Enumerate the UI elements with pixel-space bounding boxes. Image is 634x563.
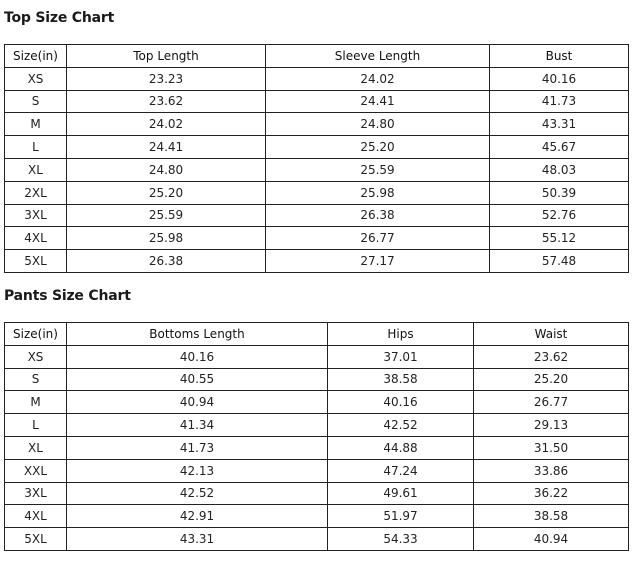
measurement-cell: 40.94 (67, 391, 328, 414)
measurement-cell: 40.55 (67, 368, 328, 391)
size-cell: L (5, 136, 67, 159)
measurement-cell: 31.50 (474, 436, 629, 459)
size-cell: 4XL (5, 505, 67, 528)
measurement-cell: 26.77 (266, 227, 490, 250)
measurement-cell: 27.17 (266, 250, 490, 273)
measurement-cell: 42.52 (67, 482, 328, 505)
measurement-cell: 48.03 (490, 158, 629, 181)
table-header-row (5, 323, 629, 346)
measurement-cell: 40.16 (67, 345, 328, 368)
column-header-size: Size(in) (5, 323, 67, 346)
size-cell: XXL (5, 459, 67, 482)
measurement-cell: 26.38 (266, 204, 490, 227)
measurement-cell: 43.31 (67, 528, 328, 551)
table-row (5, 345, 629, 368)
size-cell: L (5, 414, 67, 437)
measurement-cell: 26.77 (474, 391, 629, 414)
size-cell: S (5, 90, 67, 113)
measurement-cell: 24.02 (266, 67, 490, 90)
measurement-cell: 41.73 (67, 436, 328, 459)
measurement-cell: 25.20 (67, 181, 266, 204)
table-row (5, 436, 629, 459)
measurement-cell: 43.31 (490, 113, 629, 136)
table-row (5, 414, 629, 437)
table-row (5, 505, 629, 528)
measurement-cell: 25.98 (266, 181, 490, 204)
measurement-cell: 54.33 (328, 528, 474, 551)
size-cell: 5XL (5, 250, 67, 273)
column-header-hips: Hips (328, 323, 474, 346)
measurement-cell: 33.86 (474, 459, 629, 482)
table-row (5, 459, 629, 482)
measurement-cell: 44.88 (328, 436, 474, 459)
table-row (5, 250, 629, 273)
size-cell: 3XL (5, 482, 67, 505)
measurement-cell: 25.59 (67, 204, 266, 227)
table-row (5, 227, 629, 250)
column-header-waist: Waist (474, 323, 629, 346)
measurement-cell: 42.52 (328, 414, 474, 437)
column-header-bust: Bust (490, 45, 629, 68)
pants-size-chart-title: Pants Size Chart (4, 288, 131, 304)
measurement-cell: 57.48 (490, 250, 629, 273)
size-cell: 2XL (5, 181, 67, 204)
table-row (5, 368, 629, 391)
top-size-chart-title: Top Size Chart (4, 10, 115, 26)
size-cell: 5XL (5, 528, 67, 551)
measurement-cell: 24.41 (67, 136, 266, 159)
measurement-cell: 24.80 (67, 158, 266, 181)
size-cell: XL (5, 436, 67, 459)
measurement-cell: 23.62 (474, 345, 629, 368)
table-header-row (5, 45, 629, 68)
measurement-cell: 24.41 (266, 90, 490, 113)
size-cell: XS (5, 67, 67, 90)
table-row (5, 113, 629, 136)
measurement-cell: 40.16 (328, 391, 474, 414)
measurement-cell: 29.13 (474, 414, 629, 437)
measurement-cell: 24.80 (266, 113, 490, 136)
column-header-sleeve-length: Sleeve Length (266, 45, 490, 68)
size-cell: M (5, 113, 67, 136)
measurement-cell: 52.76 (490, 204, 629, 227)
measurement-cell: 47.24 (328, 459, 474, 482)
measurement-cell: 24.02 (67, 113, 266, 136)
table-row (5, 482, 629, 505)
measurement-cell: 49.61 (328, 482, 474, 505)
column-header-bottoms-length: Bottoms Length (67, 323, 328, 346)
size-cell: 4XL (5, 227, 67, 250)
table-row (5, 204, 629, 227)
measurement-cell: 23.62 (67, 90, 266, 113)
size-cell: XS (5, 345, 67, 368)
measurement-cell: 37.01 (328, 345, 474, 368)
measurement-cell: 42.91 (67, 505, 328, 528)
measurement-cell: 40.94 (474, 528, 629, 551)
pants-size-table (4, 322, 629, 551)
measurement-cell: 41.73 (490, 90, 629, 113)
measurement-cell: 38.58 (474, 505, 629, 528)
measurement-cell: 50.39 (490, 181, 629, 204)
column-header-size: Size(in) (5, 45, 67, 68)
table-row (5, 391, 629, 414)
measurement-cell: 25.20 (474, 368, 629, 391)
measurement-cell: 55.12 (490, 227, 629, 250)
measurement-cell: 41.34 (67, 414, 328, 437)
measurement-cell: 26.38 (67, 250, 266, 273)
measurement-cell: 45.67 (490, 136, 629, 159)
top-size-table (4, 44, 629, 273)
table-row (5, 90, 629, 113)
size-cell: 3XL (5, 204, 67, 227)
size-cell: S (5, 368, 67, 391)
measurement-cell: 38.58 (328, 368, 474, 391)
measurement-cell: 25.20 (266, 136, 490, 159)
measurement-cell: 25.98 (67, 227, 266, 250)
column-header-top-length: Top Length (67, 45, 266, 68)
table-row (5, 181, 629, 204)
size-cell: M (5, 391, 67, 414)
table-row (5, 67, 629, 90)
table-row (5, 136, 629, 159)
measurement-cell: 25.59 (266, 158, 490, 181)
measurement-cell: 23.23 (67, 67, 266, 90)
size-cell: XL (5, 158, 67, 181)
measurement-cell: 36.22 (474, 482, 629, 505)
measurement-cell: 51.97 (328, 505, 474, 528)
table-row (5, 158, 629, 181)
measurement-cell: 40.16 (490, 67, 629, 90)
measurement-cell: 42.13 (67, 459, 328, 482)
table-row (5, 528, 629, 551)
